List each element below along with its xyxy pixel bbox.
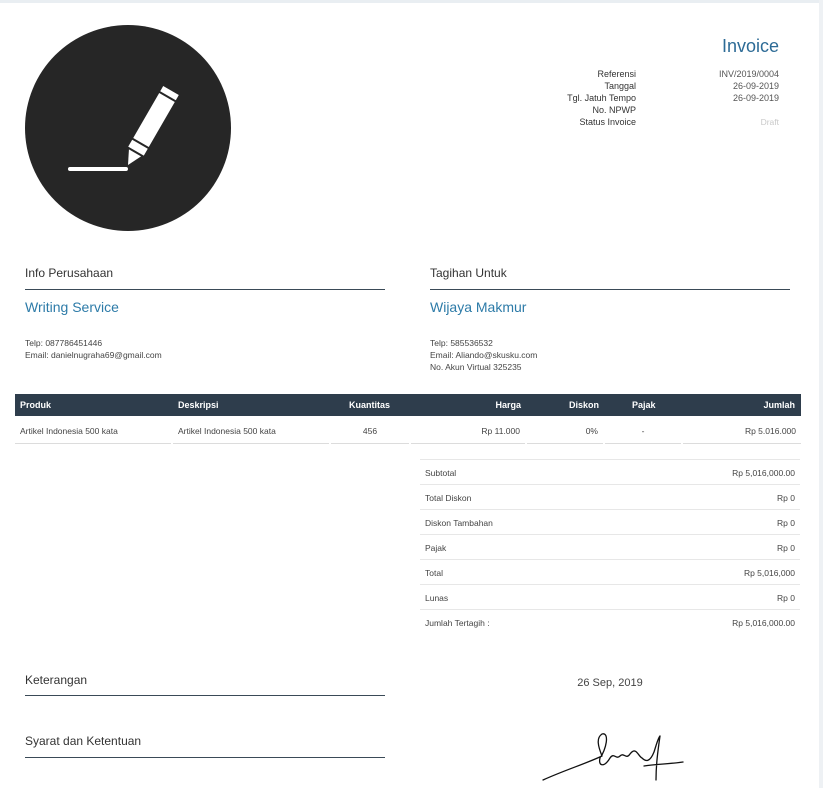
pen-icon [25, 25, 231, 231]
meta-label-due-date: Tgl. Jatuh Tempo [567, 93, 636, 103]
summary-label: Total Diskon [425, 493, 472, 503]
col-header-tax: Pajak [632, 400, 656, 410]
cell-quantity: 456 [331, 418, 409, 444]
company-email: Email: danielnugraha69@gmail.com [25, 350, 162, 360]
summary-label: Total [425, 568, 443, 578]
summary-row-subtotal [420, 459, 800, 484]
col-header-amount: Jumlah [763, 400, 795, 410]
meta-value-due-date: 26-09-2019 [732, 93, 779, 103]
status-badge: Draft [760, 117, 779, 127]
client-phone: Telp: 585536532 [430, 338, 493, 348]
client-name: Wijaya Makmur [430, 299, 527, 315]
invoice-title: Invoice [721, 36, 779, 56]
company-phone: Telp: 087786451446 [25, 338, 103, 348]
summary-row-total [420, 559, 800, 584]
summary-value: Rp 0 [777, 543, 795, 553]
cell-description: Artikel Indonesia 500 kata [173, 418, 329, 444]
summary-label: Lunas [425, 593, 449, 603]
items-table-header [15, 394, 801, 416]
terms-heading: Syarat dan Ketentuan [25, 734, 142, 748]
signature-image [540, 728, 690, 788]
company-info-heading: Info Perusahaan [25, 266, 114, 280]
client-virtual-account: No. Akun Virtual 325235 [430, 362, 522, 372]
page-top-border [0, 0, 823, 3]
meta-label-npwp: No. NPWP [592, 105, 636, 115]
summary-value: Rp 0 [777, 518, 795, 528]
col-header-price: Harga [495, 400, 521, 410]
notes-divider [25, 695, 385, 696]
company-name: Writing Service [25, 299, 119, 315]
meta-label-reference: Referensi [597, 69, 636, 79]
summary-label: Pajak [425, 543, 447, 553]
bill-to-heading: Tagihan Untuk [430, 266, 507, 280]
bill-to-divider [430, 289, 790, 290]
summary-label: Jumlah Tertagih : [425, 618, 490, 628]
invoice-meta-labels [567, 68, 636, 128]
col-header-discount: Diskon [568, 400, 599, 410]
cell-discount: 0% [527, 418, 603, 444]
notes-heading: Keterangan [25, 673, 88, 687]
summary-value: Rp 0 [777, 493, 795, 503]
company-logo [25, 25, 231, 231]
page-right-border [819, 0, 823, 788]
table-row [15, 418, 801, 444]
cell-price: Rp 11.000 [411, 418, 525, 444]
cell-amount: Rp 5.016.000 [683, 418, 801, 444]
client-contact [430, 337, 537, 373]
summary-value: Rp 5,016,000.00 [732, 468, 795, 478]
col-header-description: Deskripsi [178, 400, 219, 410]
summary-value: Rp 5,016,000 [743, 568, 795, 578]
company-info-divider [25, 289, 385, 290]
company-contact [25, 337, 162, 361]
meta-value-reference: INV/2019/0004 [718, 69, 779, 79]
signature-date: 26 Sep, 2019 [577, 677, 643, 689]
summary-row-amount-due [420, 609, 800, 634]
summary-row-paid [420, 584, 800, 609]
summary-value: Rp 5,016,000.00 [732, 618, 795, 628]
summary-row-total-discount [420, 484, 800, 509]
summary-row-tax [420, 534, 800, 559]
summary-row-extra-discount [420, 509, 800, 534]
summary-label: Diskon Tambahan [425, 518, 493, 528]
col-header-quantity: Kuantitas [349, 400, 391, 410]
summary-value: Rp 0 [777, 593, 795, 603]
terms-divider [25, 757, 385, 758]
summary-label: Subtotal [425, 468, 457, 478]
client-email: Email: Aliando@skusku.com [430, 350, 538, 360]
invoice-meta-values [719, 68, 779, 128]
meta-value-npwp [719, 104, 779, 116]
cell-tax: - [605, 418, 681, 444]
meta-label-status: Status Invoice [579, 117, 636, 127]
col-header-product: Produk [20, 400, 52, 410]
meta-label-date: Tanggal [604, 81, 636, 91]
cell-product: Artikel Indonesia 500 kata [15, 418, 171, 444]
meta-value-date: 26-09-2019 [732, 81, 779, 91]
